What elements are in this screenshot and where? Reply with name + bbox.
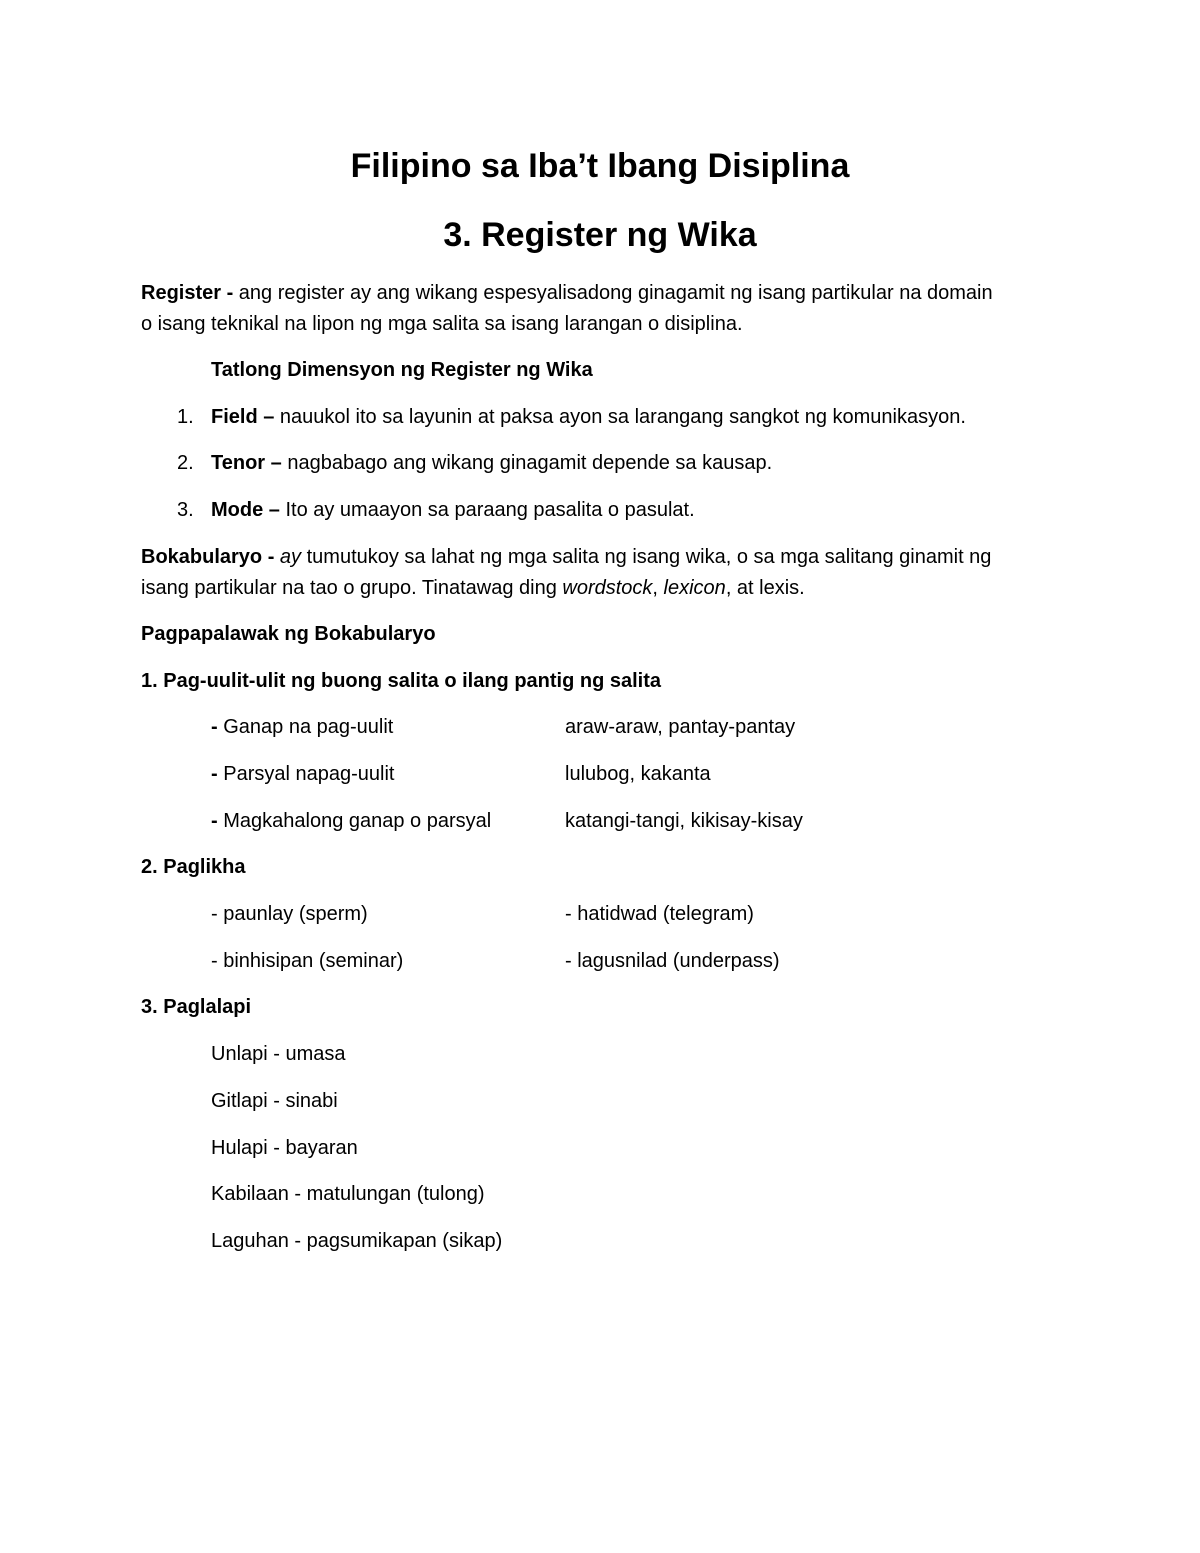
- bokabularyo-text-end: , at lexis.: [725, 577, 805, 599]
- section-3-item: Gitlapi - sinabi: [211, 1090, 338, 1112]
- bokabularyo-text: tumutukoy sa lahat ng mga salita ng isang wika, o sa mga salitang ginamit ng: [301, 546, 992, 568]
- bokabularyo-wordstock: wordstock: [562, 577, 653, 599]
- section-3-item: Hulapi - bayaran: [211, 1137, 358, 1159]
- row-label: Parsyal napag-uulit: [217, 763, 395, 785]
- register-definition-line-2: o isang teknikal na lipon ng mga salita sa isang larangan o disiplina.: [141, 313, 743, 335]
- register-definition-line-1: [141, 280, 993, 306]
- bokabularyo-lexicon: lexicon: [663, 577, 726, 599]
- list-number: 1.: [177, 406, 194, 428]
- dimension-text: nagbabago ang wikang ginagamit depende sa kausap.: [281, 452, 773, 474]
- section-1-row-label: [211, 714, 393, 740]
- dimension-term: Field –: [211, 406, 275, 428]
- document-subtitle: 3. Register ng Wika: [443, 216, 757, 254]
- section-3-item: Kabilaan - matulungan (tulong): [211, 1183, 485, 1205]
- register-term: Register -: [141, 282, 234, 304]
- document-title: Filipino sa Iba’t Ibang Disiplina: [350, 147, 850, 185]
- section-2-row-left: - paunlay (sperm): [211, 903, 368, 925]
- bokabularyo-definition-line-1: [141, 544, 991, 570]
- dimension-term: Tenor –: [211, 452, 282, 474]
- bokabularyo-definition-line-2: [141, 575, 805, 601]
- bokabularyo-comma: ,: [652, 577, 664, 599]
- dimension-text: nauukol ito sa layunin at paksa ayon sa larangang sangkot ng komunikasyon.: [274, 406, 966, 428]
- section-2-row-right: - hatidwad (telegram): [565, 903, 754, 925]
- dimension-item-field: [177, 404, 966, 430]
- register-definition-text: ang register ay ang wikang espesyalisadong ginagamit ng isang partikular na domain: [233, 282, 993, 304]
- bokabularyo-text-start: isang partikular na tao o grupo. Tinatawag ding: [141, 577, 563, 599]
- section-1-row-label: [211, 808, 491, 834]
- row-dash: -: [211, 716, 218, 738]
- list-number: 3.: [177, 499, 194, 521]
- row-dash: -: [211, 763, 218, 785]
- dimension-term: Mode –: [211, 499, 280, 521]
- section-2-heading: 2. Paglikha: [141, 856, 246, 878]
- bokabularyo-ay: ay: [279, 546, 302, 568]
- section-1-row-example: katangi-tangi, kikisay-kisay: [565, 810, 803, 832]
- section-2-row-right: - lagusnilad (underpass): [565, 950, 780, 972]
- dimensions-heading: Tatlong Dimensyon ng Register ng Wika: [211, 359, 593, 381]
- dimension-item-mode: [177, 497, 695, 523]
- bokabularyo-term: Bokabularyo -: [141, 546, 275, 568]
- section-3-item: Unlapi - umasa: [211, 1043, 346, 1065]
- row-label: Magkahalong ganap o parsyal: [217, 810, 492, 832]
- dimension-item-tenor: [177, 450, 772, 476]
- dimension-text: Ito ay umaayon sa paraang pasalita o pasulat.: [279, 499, 695, 521]
- row-label: Ganap na pag-uulit: [217, 716, 394, 738]
- pagpapalawak-heading: Pagpapalawak ng Bokabularyo: [141, 623, 436, 645]
- list-number: 2.: [177, 452, 194, 474]
- section-1-row-example: araw-araw, pantay-pantay: [565, 716, 796, 738]
- section-3-item: Laguhan - pagsumikapan (sikap): [211, 1230, 503, 1252]
- section-1-row-label: [211, 761, 394, 787]
- row-dash: -: [211, 810, 218, 832]
- section-1-row-example: lulubog, kakanta: [565, 763, 711, 785]
- section-1-heading: 1. Pag-uulit-ulit ng buong salita o ilang pantig ng salita: [141, 670, 661, 692]
- section-2-row-left: - binhisipan (seminar): [211, 950, 404, 972]
- section-3-heading: 3. Paglalapi: [141, 996, 252, 1018]
